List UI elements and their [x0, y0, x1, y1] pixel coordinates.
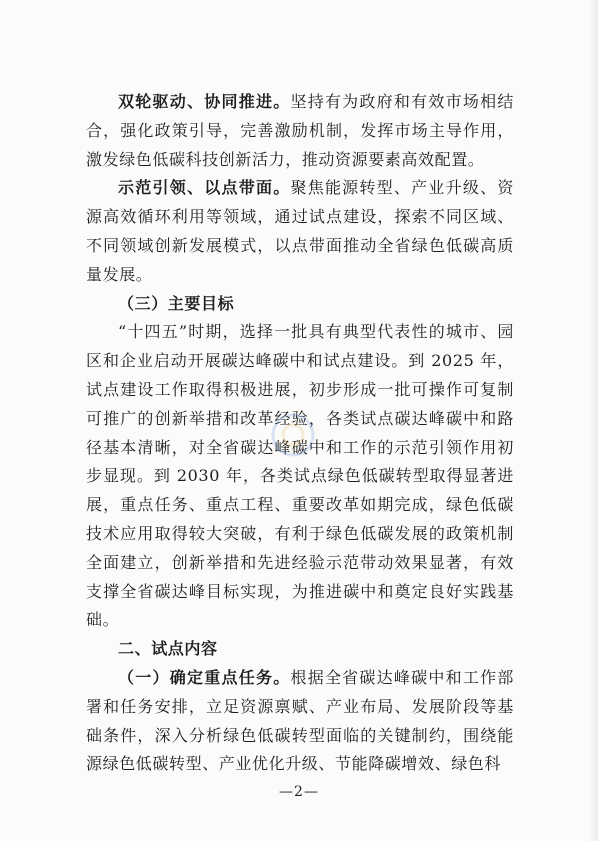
scan-shadow — [588, 0, 598, 841]
paragraph-dual-drive — [86, 88, 514, 174]
paragraph-lead: 示范引领、以点带面。 — [118, 178, 291, 198]
paragraph-text: 聚焦能源转型、产业升级、资源高效循环利用等领域，通过试点建设，探索不同区域、不同领域创新发展模式，以点带面推动全省绿色低碳高质量发展。 — [86, 178, 514, 284]
paragraph-lead: 双轮驱动、协同推进。 — [118, 92, 291, 111]
paragraph-lead: （一）确定重点任务。 — [118, 667, 291, 687]
page-number: —2— — [279, 784, 319, 800]
paragraph-goals: “十四五”时期，选择一批具有典型代表性的城市、园区和企业启动开展碳达峰碳中和试点建设。到 2025 年，试点建设工作取得积极进展，初步形成一批可操作可复制可推广的创新举措和改革经验，各类试点碳达峰碳中和路径基本清晰，对全省碳达峰碳中和工作的示范引领作用初步显现。到 2030 年，各类试点绿色低碳转型取得显著进展，重点任务、重点工程、重要改革如期完成，绿色低碳技术应用取得较大突破，有利于绿色低碳发展的政策机制全面建立，创新举措和先进经验示范带动效果显著，有效支撑全省碳达峰目标实现，为推进碳中和奠定良好实践基础。 — [86, 322, 514, 630]
paragraph-text: 坚持有为政府和有效市场相结合，强化政策引导，完善激励机制，发挥市场主导作用，激发绿色低碳科技创新活力，推动资源要素高效配置。 — [86, 92, 514, 169]
section-heading-main-goals: （三）主要目标 — [118, 293, 235, 313]
paragraph-text: 根据全省碳达峰碳中和工作部署和任务安排，立足资源禀赋、产业布局、发展阶段等基础条件，深入分析绿色低碳转型面临的关键制约，围绕能源绿色低碳转型、产业优化升级、节能降碳增效、绿色科 — [86, 667, 514, 774]
section-heading-pilot-content: 二、试点内容 — [118, 639, 218, 659]
paragraph-demonstration — [86, 174, 514, 289]
paragraph-key-tasks — [86, 664, 514, 779]
